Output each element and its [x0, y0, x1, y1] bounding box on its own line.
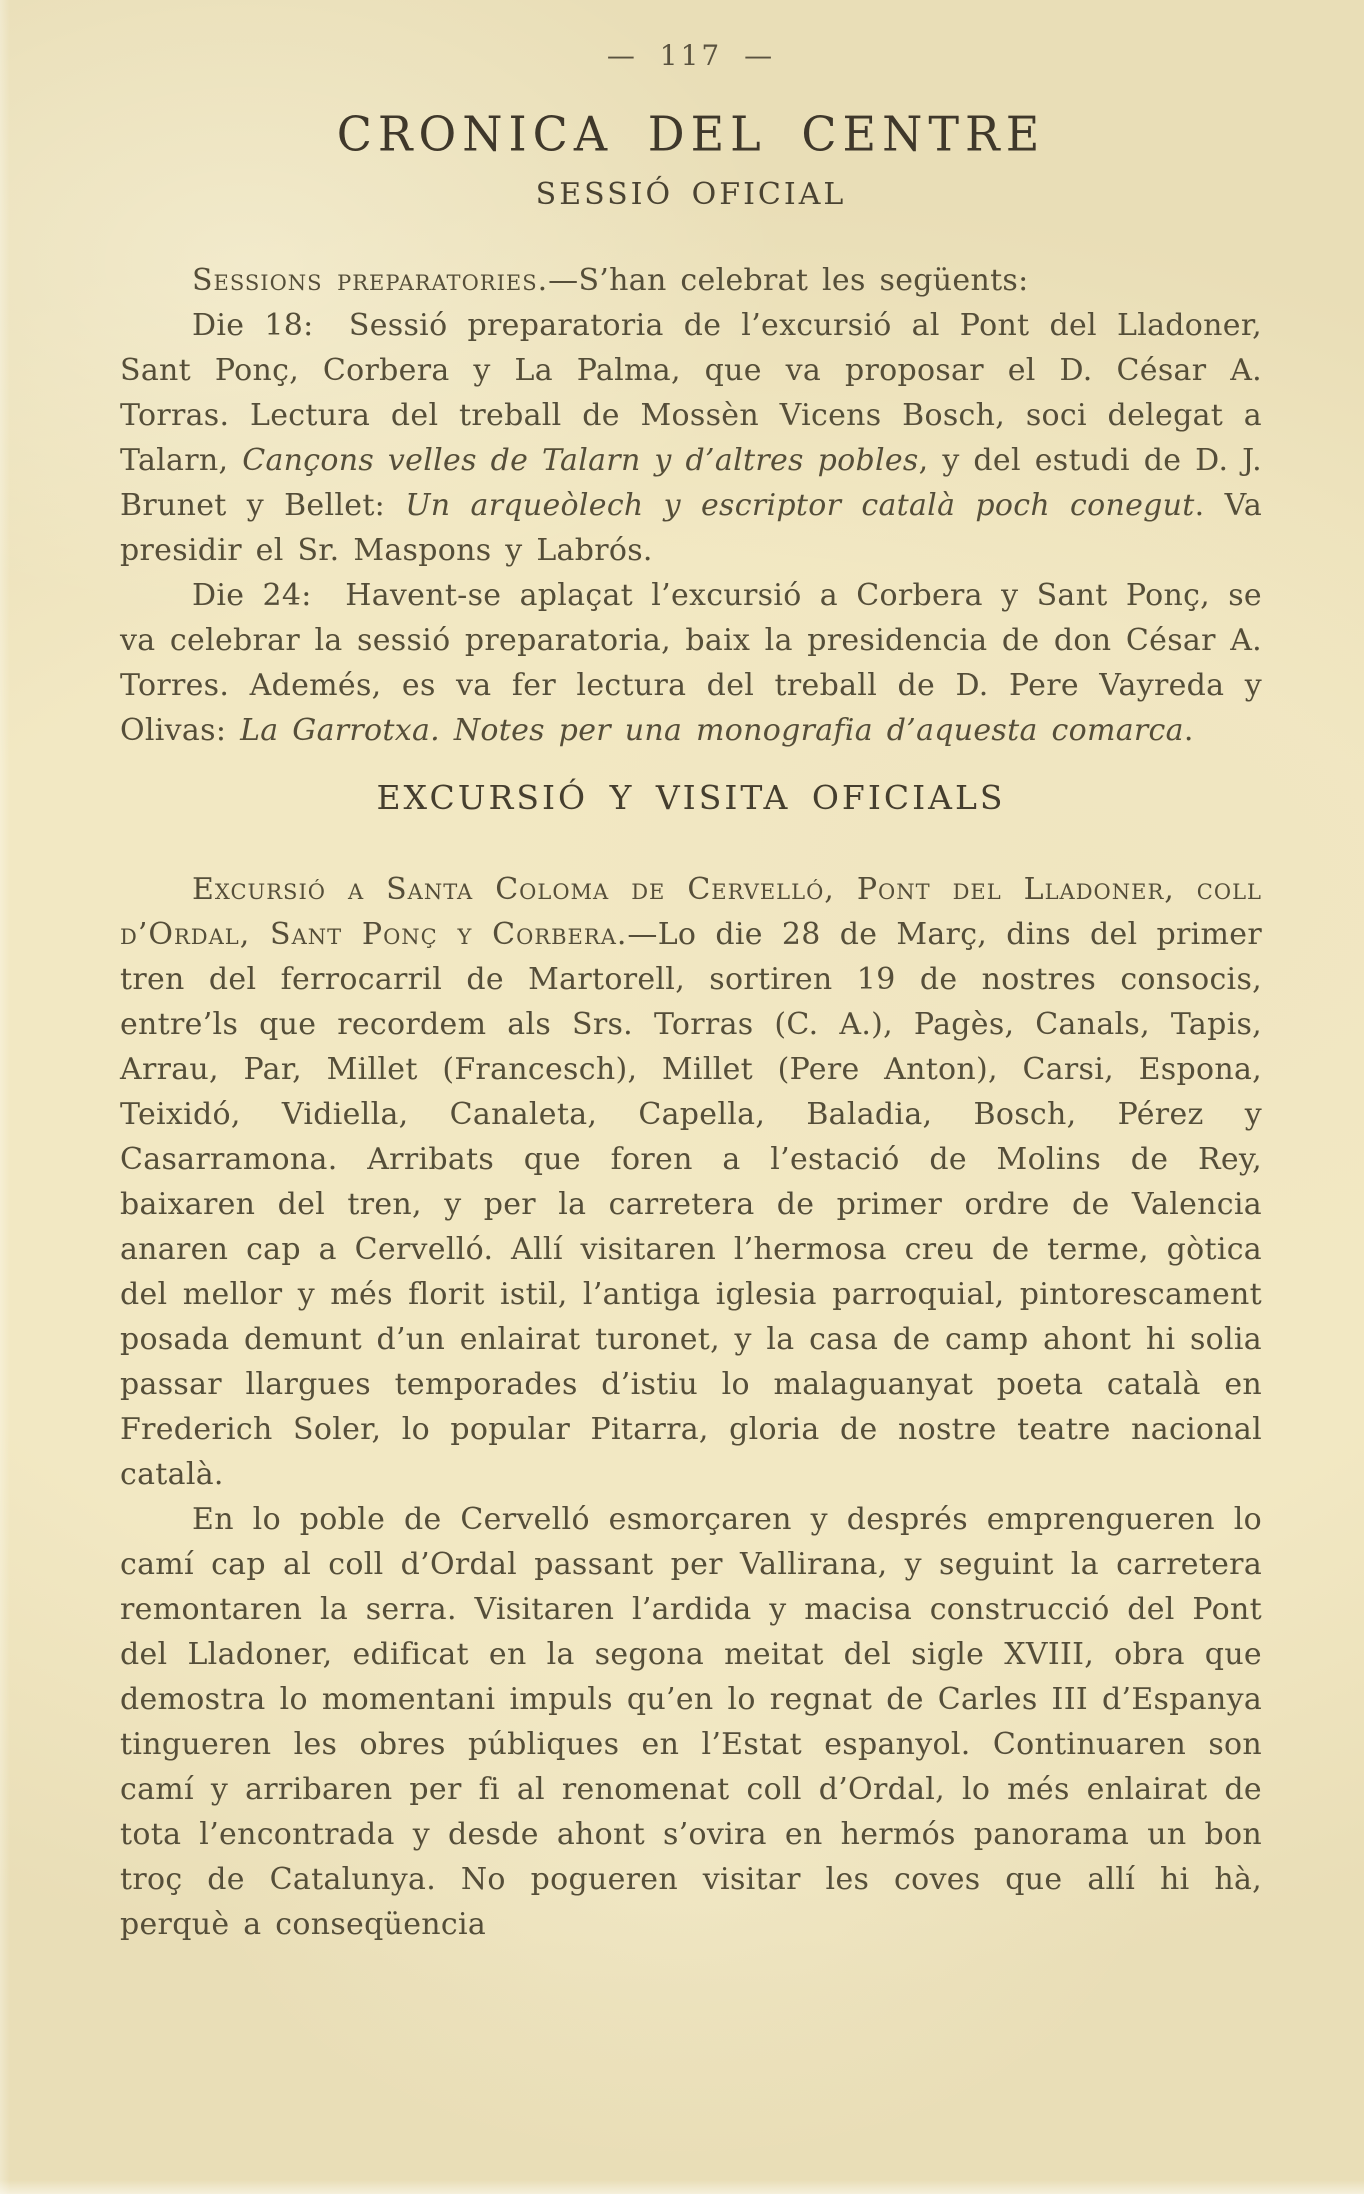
page-title: CRONICA DEL CENTRE [336, 105, 1046, 163]
text-run: —Lo die 28 de Març, dins del primer tren del ferrocarril de Martorell, sortiren 19 de nostres consocis, entre’ls que recordem als Srs. Torras (C. A.), Pagès, Canals, Tapis, Arrau, Par, Millet (Francesch), Millet (Pere Anton), Carsi, Espona, Teixidó, Vidiella, Canaleta, Capella, Baladia, Bosch, Pérez y Casarramona. Arribats que foren a l’estació de Molins de Rey, baixaren del tren, y per la carretera de primer ordre de Valencia anaren cap a Cervelló. Allí visitaren l’hermosa creu de terme, gòtica del mellor y més florit istil, l’antiga iglesia parroquial, pintorescament posada demunt d’un enlairat turonet, y la casa de camp ahont hi solia passar llargues temporades d’istiu lo malaguanyat poeta català en Frederich Soler, lo popular Pitarra, gloria de nostre teatre nacional català. [120, 917, 1262, 1492]
page-subtitle: SESSIÓ OFICIAL [535, 177, 847, 212]
paragraph-excursio [120, 867, 1262, 1497]
paragraph-en-lo-poble [120, 1497, 1262, 1947]
text-run: —S’han celebrat les següents: [548, 263, 1029, 298]
text-run: Die 24: Havent-se aplaçat l’excursió a Corbera y Sant Ponç, se va celebrar la sessió preparatoria, baix la presidencia de don César A. Torres. Ademés, es va fer lectura del treball de D. Pere Vayreda y Olivas: [120, 578, 1262, 748]
section-heading: EXCURSIÓ Y VISITA OFICIALS [376, 778, 1006, 817]
text-run: , y del estudi de D. J. Brunet y Bellet: [120, 443, 1262, 523]
paragraph-sessions-preparatories [120, 258, 1262, 303]
text-run: En lo poble de Cervelló esmorçaren y després emprengueren lo camí cap al coll d’Ordal passant per Vallirana, y seguint la carretera remontaren la serra. Visitaren l’ardida y macisa construcció del Pont del Lladoner, edificat en la segona meitat del sigle XVIII, obra que demostra lo momentani impuls qu’en lo regnat de Carles III d’Espanya tingueren les obres públiques en l’Estat espanyol. Continuaren son camí y arribaren per fi al renomenat coll d’Ordal, lo més enlairat de tota l’encontrada y desde ahont s’ovira en hermós panorama un bon troç de Catalunya. No pogueren visitar les coves que allí hi hà, perquè a conseqüencia [120, 1502, 1262, 1942]
text-run: Un arqueòlech y escriptor català poch conegut [405, 488, 1195, 523]
text-run: Die 18: Sessió preparatoria de l’excursió al Pont del Lladoner, Sant Ponç, Corbera y La Palma, que va proposar el D. César A. Torras. Lectura del treball de Mossèn Vicens Bosch, soci delegat a Talarn, [120, 308, 1262, 478]
text-run: Cançons velles de Talarn y d’altres pobles [242, 443, 919, 478]
text-run: La Garrotxa. Notes per una monografia d’aquesta comarca [240, 713, 1184, 748]
body-text [120, 258, 1262, 1947]
paragraph-die-24 [120, 573, 1262, 753]
text-run: Excursió a Santa Coloma de Cervelló, Pont del Lladoner, coll d’Ordal, Sant Ponç y Corbera. [120, 872, 1262, 952]
text-run: . [1183, 713, 1194, 748]
text-run: . Va presidir el Sr. Maspons y Labrós. [120, 488, 1263, 568]
page-number: — 117 — [606, 39, 776, 72]
paragraph-die-18 [120, 303, 1262, 573]
text-run: Sessions preparatories. [192, 263, 549, 298]
